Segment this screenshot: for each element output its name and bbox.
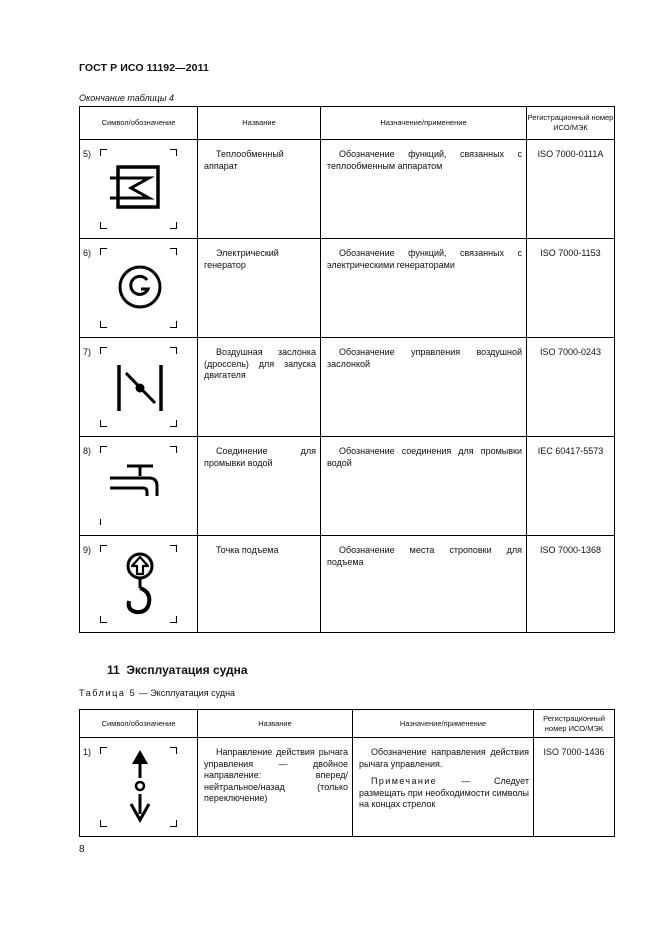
reg-number: IEC 60417-5573	[537, 446, 604, 456]
row-number: 9)	[83, 545, 92, 555]
name-cell	[198, 140, 321, 239]
header-purpose: Назначение/применение	[321, 107, 527, 140]
purpose-cell	[321, 140, 527, 239]
table-row	[80, 239, 615, 338]
reg-number: ISO 7000-0111A	[537, 149, 604, 159]
heat-exchanger-icon	[105, 157, 175, 219]
header-reg: Регистрационный номер ИСО/МЭК	[527, 107, 615, 140]
reg-number: ISO 7000-1436	[543, 747, 605, 757]
table4-caption: Окончание таблицы 4	[79, 93, 174, 103]
symbol-cell	[80, 536, 198, 633]
item-name: Точка подъема	[216, 545, 279, 555]
table-row	[80, 536, 615, 633]
generator-icon	[105, 256, 175, 318]
item-purpose: Обозначение функций, связанных с теплообменным аппаратом	[327, 149, 522, 171]
purpose-cell	[321, 536, 527, 633]
table5-label: Таблица 5	[79, 688, 137, 698]
reg-number: ISO 7000-0243	[539, 347, 602, 357]
table5-title: — Эксплуатация судна	[136, 688, 236, 698]
table-row	[80, 437, 615, 536]
table5-caption	[79, 688, 235, 698]
table-row	[80, 738, 615, 837]
lever-direction-icon	[105, 748, 175, 828]
reg-cell	[527, 338, 615, 437]
row-number: 1)	[83, 747, 92, 757]
header-symbol: Символ/обозначение	[80, 710, 198, 738]
item-name: Воздушная заслонка (дроссель) для запуска двигателя	[204, 347, 316, 380]
document-header: ГОСТ Р ИСО 11192—2011	[79, 62, 209, 74]
header-purpose: Назначение/применение	[353, 710, 534, 738]
item-purpose: Обозначение направления действия рычага управления.	[359, 747, 529, 769]
purpose-cell	[321, 338, 527, 437]
symbol-cell	[80, 338, 198, 437]
header-reg: Регистрационный номер ИСО/МЭК	[534, 710, 615, 738]
table-row	[80, 338, 615, 437]
table-row	[80, 140, 615, 239]
section-title: Эксплуатация судна	[126, 663, 248, 677]
row-number: 5)	[83, 149, 92, 159]
item-name: Направление действия рычага управления — двойное направление: вперед/нейтральное/назад (только переключение)	[204, 747, 348, 803]
reg-cell	[527, 239, 615, 338]
item-purpose: Обозначение места строповки для подъема	[327, 545, 522, 567]
reg-cell	[534, 738, 615, 837]
header-symbol: Символ/обозначение	[80, 107, 198, 140]
symbol-cell	[80, 239, 198, 338]
reg-cell	[527, 140, 615, 239]
symbol-cell	[80, 140, 198, 239]
reg-cell	[527, 437, 615, 536]
item-purpose: Обозначение функций, связанных с электрическими генераторами	[327, 248, 522, 270]
purpose-cell	[353, 738, 534, 837]
section-heading	[107, 663, 248, 677]
name-cell	[198, 338, 321, 437]
header-name: Название	[198, 107, 321, 140]
row-number: 8)	[83, 446, 92, 456]
symbol-cell	[80, 738, 198, 837]
lifting-point-icon	[105, 548, 175, 620]
note-text: — Следует размещать при необходимости символы на концах стрелок	[359, 776, 529, 809]
name-cell	[198, 738, 353, 837]
item-name: Теплообменный аппарат	[204, 149, 284, 171]
header-name: Название	[198, 710, 353, 738]
table-4	[79, 106, 615, 633]
choke-icon	[105, 355, 175, 417]
name-cell	[198, 437, 321, 536]
name-cell	[198, 239, 321, 338]
row-number: 7)	[83, 347, 92, 357]
item-purpose: Обозначение управления воздушной заслонкой	[327, 347, 522, 369]
purpose-cell	[321, 239, 527, 338]
reg-cell	[527, 536, 615, 633]
item-name: Соединение для промывки водой	[204, 446, 316, 468]
purpose-cell	[321, 437, 527, 536]
symbol-cell	[80, 437, 198, 536]
section-number: 11	[107, 663, 120, 677]
reg-number: ISO 7000-1153	[540, 248, 601, 258]
page-number: 8	[79, 844, 85, 855]
water-flush-icon	[105, 454, 175, 516]
reg-number: ISO 7000-1368	[539, 545, 602, 555]
note-label: Примечание	[371, 776, 438, 786]
item-purpose: Обозначение соединения для промывки водой	[327, 446, 522, 468]
item-name: Электрический генератор	[204, 248, 279, 270]
name-cell	[198, 536, 321, 633]
table-5	[79, 709, 615, 837]
row-number: 6)	[83, 248, 92, 258]
